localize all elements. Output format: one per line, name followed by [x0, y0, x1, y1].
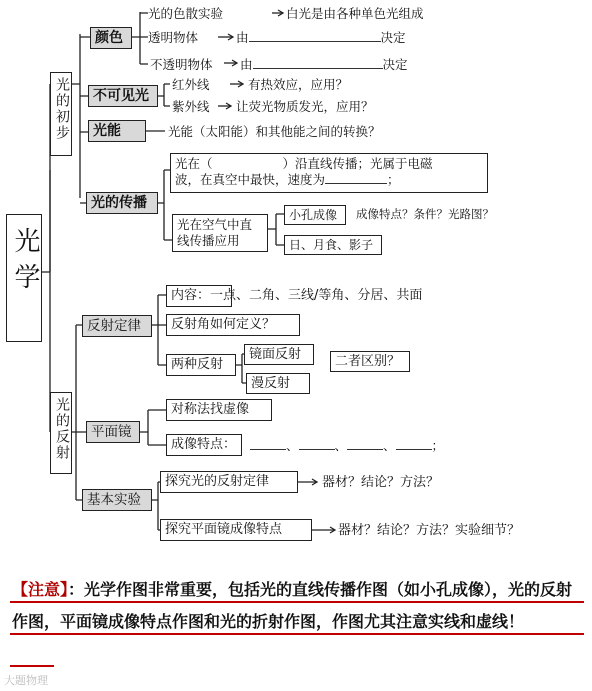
infrared-note: 有热效应，应用？ [248, 77, 349, 92]
note-underline-1 [10, 601, 584, 603]
transparent-by: 由 决定 [236, 30, 406, 45]
branch-light-basics: 光的初步 [50, 72, 72, 156]
attention-note [12, 574, 584, 638]
node-reflection-law: 反射定律 [82, 315, 152, 337]
experiment-reflection-note: 器材？结论？方法？ [322, 475, 440, 490]
energy-text: 光能（太阳能）和其他能之间的转换？ [168, 124, 381, 139]
pinhole-note: 成像特点？条件？光路图？ [356, 207, 494, 221]
experiment-plane-mirror: 探究平面镜成像特点 [160, 519, 312, 541]
watermark: 大题物理 [4, 674, 48, 687]
image-features-blanks: 、 、 、 ； [250, 438, 444, 453]
ultraviolet-note: 让荧光物质发光，应用？ [236, 99, 374, 114]
node-color: 颜色 [90, 27, 132, 49]
ultraviolet: 紫外线 [172, 99, 210, 114]
branch-reflection: 光的反射 [50, 392, 72, 474]
transparent-object: 透明物体 [148, 30, 199, 45]
diffuse-reflection: 漫反射 [246, 373, 310, 394]
node-propagation: 光的传播 [86, 192, 158, 214]
symmetry-method: 对称法找虚像 [166, 399, 272, 421]
image-features: 成像特点： [166, 434, 242, 456]
note-underline-2 [10, 633, 584, 635]
color-dispersion-result: 白光是由各种单色光组成 [286, 6, 424, 21]
note-underline-3 [10, 665, 54, 667]
opaque-by: 由 决定 [240, 57, 408, 72]
two-reflections: 两种反射 [166, 354, 236, 376]
difference-question: 二者区别？ [330, 351, 410, 372]
note-text: ：光学作图非常重要，包括光的直线传播作图（如小孔成像），光的反射作图，平面镜成像特点作图和光的折射作图，作图尤其注意实线和虚线！ [12, 580, 573, 631]
law-content-label: 内容：一点、二角、三线/等角、分居、共面 [166, 285, 232, 307]
infrared: 红外线 [172, 77, 210, 92]
propagation-application: 光在空气中直线传播应用 [172, 214, 268, 252]
node-invisible-light: 不可见光 [88, 85, 158, 107]
pinhole-imaging: 小孔成像 [284, 205, 346, 225]
root-node: 光学 [6, 214, 42, 342]
eclipse-shadow: 日、月食、影子 [284, 235, 382, 255]
note-tag: 【注意】 [12, 580, 69, 599]
specular-reflection: 镜面反射 [244, 344, 314, 365]
propagation-box: 光在（ ）沿直线传播；光属于电磁 波，在真空中最快，速度为 ； [170, 153, 488, 193]
opaque-object: 不透明物体 [150, 57, 213, 72]
node-light-energy: 光能 [88, 120, 146, 142]
color-dispersion: 光的色散实验 [148, 6, 224, 21]
node-plane-mirror: 平面镜 [86, 421, 140, 443]
reflection-angle-question: 反射角如何定义？ [166, 314, 300, 336]
experiment-plane-mirror-note: 器材？结论？方法？实验细节？ [338, 523, 521, 538]
experiment-reflection-law: 探究光的反射定律 [160, 471, 298, 493]
node-basic-experiments: 基本实验 [82, 489, 152, 511]
